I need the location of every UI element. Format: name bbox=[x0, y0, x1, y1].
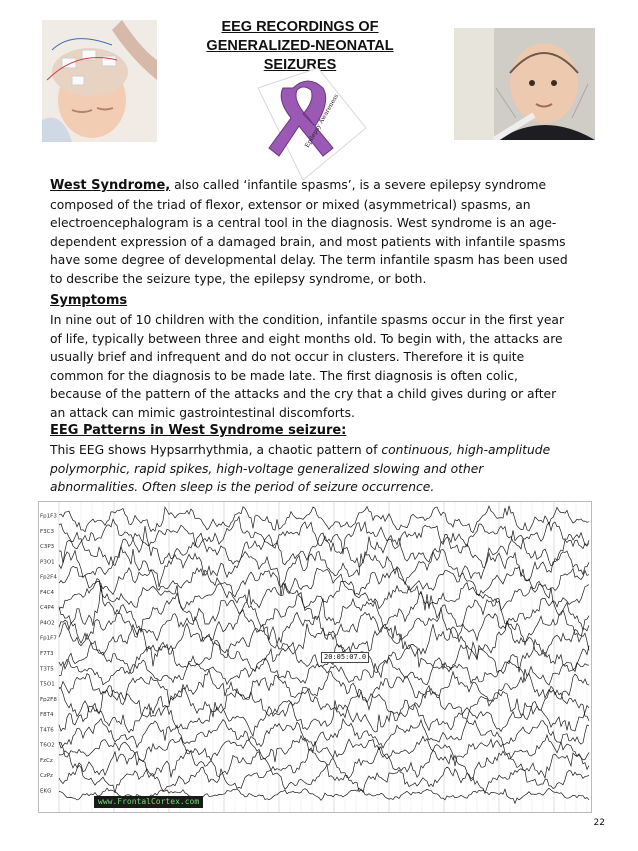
west-syndrome-body: also called ‘infantile spasms’, is a severe epilepsy syndrome composed of the triad of flexor, extensor or mixed (asymmetrical) spasms, an electroencephalogram is a central tool in the diagnosis. West syndrome is an age-dependent expression of a damaged brain, and most patients with infantile spasms have some degree of developmental delay. The term infantile spasm has been used to describe the seizure type, the epilepsy syndrome, or both. bbox=[50, 178, 568, 286]
eeg-channel-label: EKG bbox=[40, 788, 52, 795]
eeg-channel-label: C4P4 bbox=[40, 605, 55, 612]
eeg-channel-label: P3O1 bbox=[40, 559, 55, 566]
eeg-channel-label: F7T3 bbox=[40, 651, 54, 657]
eeg-channel-label: Fp1F3 bbox=[40, 513, 57, 520]
ribbon-text: Epilepsy Awareness bbox=[303, 93, 341, 149]
document-title: EEG RECORDINGS OF GENERALIZED-NEONATAL SEIZURES bbox=[206, 19, 394, 73]
eeg-channel-label: T4T6 bbox=[40, 727, 54, 734]
eeg-channel-label: CzPz bbox=[40, 773, 53, 780]
eeg-trace bbox=[59, 747, 589, 781]
eeg-patterns-body-italic: continuous, high-amplitude polymorphic, rapid spikes, high-voltage generalized slowing and other abnormalities. Often sleep is the period of seizure occurrence. bbox=[50, 443, 551, 494]
eeg-trace bbox=[59, 735, 589, 766]
eeg-channel-label: F3C3 bbox=[40, 528, 55, 535]
eeg-trace bbox=[59, 526, 589, 567]
eeg-patterns-body: This EEG shows Hypsarrhythmia, a chaotic pattern of bbox=[50, 443, 382, 457]
west-syndrome-paragraph bbox=[50, 176, 570, 288]
eeg-timestamp: 20:05:07.0 bbox=[321, 652, 369, 663]
eeg-channel-label: T5O1 bbox=[40, 681, 55, 688]
eeg-channel-label: F8T4 bbox=[40, 712, 54, 719]
infant-eeg-photo-left bbox=[42, 20, 157, 142]
frontalcortex-watermark: www.FrontalCortex.com bbox=[94, 796, 203, 808]
awareness-ribbon-icon bbox=[248, 68, 366, 180]
eeg-trace bbox=[59, 583, 589, 632]
eeg-trace bbox=[59, 719, 589, 749]
eeg-patterns-heading: EEG Patterns in West Syndrome seizure: bbox=[50, 423, 347, 438]
eeg-trace bbox=[59, 506, 589, 533]
eeg-channel-label: T3T5 bbox=[40, 666, 54, 673]
infant-eeg-photo-right bbox=[454, 28, 595, 140]
eeg-channel-label: Fp2F8 bbox=[40, 696, 57, 703]
eeg-channel-label: C3P3 bbox=[40, 544, 55, 551]
west-syndrome-heading: West Syndrome, bbox=[50, 178, 171, 193]
eeg-trace-canvas bbox=[39, 502, 591, 812]
eeg-channel-label: T6O2 bbox=[40, 742, 55, 749]
eeg-recording-figure bbox=[38, 501, 592, 813]
eeg-channel-label: F4C4 bbox=[40, 589, 55, 596]
eeg-channel-label: P4O2 bbox=[40, 620, 55, 627]
eeg-channel-label: Fp1F7 bbox=[40, 635, 57, 642]
eeg-trace bbox=[59, 685, 589, 721]
eeg-trace bbox=[59, 566, 589, 597]
eeg-trace bbox=[59, 765, 589, 793]
eeg-channel-label: FzCz bbox=[40, 757, 53, 764]
page-number: 22 bbox=[593, 818, 605, 828]
symptoms-heading: Symptoms bbox=[50, 293, 128, 308]
eeg-patterns-paragraph bbox=[50, 441, 570, 497]
symptoms-body: In nine out of 10 children with the condition, infantile spasms occur in the first year of life, typically between three and eight months old. To begin with, the attacks are usually brief and infrequent and do not occur in clusters. Therefore it is quite common for the diagnosis to be made late. The first diagnosis is often colic, because of the pattern of the attacks and the cry that a child gives during or after an attack can mimic gastrointestinal discomforts. bbox=[50, 313, 565, 420]
eeg-channel-label: Fp2F4 bbox=[40, 574, 57, 581]
